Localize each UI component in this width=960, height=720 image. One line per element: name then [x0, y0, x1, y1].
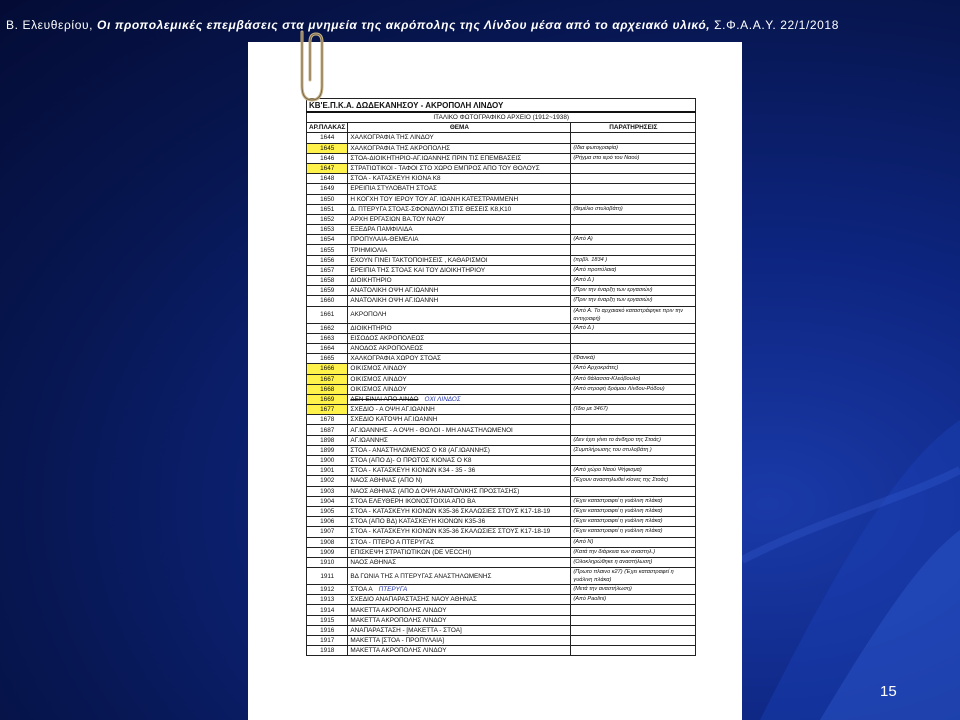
plate-number: 1912	[307, 585, 348, 595]
table-row	[307, 435, 696, 445]
plate-number: 1663	[307, 333, 348, 343]
plate-number: 1649	[307, 184, 348, 194]
plate-number: 1901	[307, 466, 348, 476]
notes-cell: (Από Αρχοκράτες)	[571, 364, 696, 374]
plate-number: 1899	[307, 445, 348, 455]
plate-number: 1660	[307, 296, 348, 306]
plate-number: 1664	[307, 343, 348, 353]
theme-text: ΣΧΕΔΙΟ ΚΑΤΟΨΗ ΑΓ.ΙΩΑΝΝΗ	[350, 416, 438, 424]
theme-cell	[348, 476, 571, 486]
plate-number: 1916	[307, 625, 348, 635]
notes-cell	[571, 605, 696, 615]
notes-cell	[571, 133, 696, 143]
plate-number: 1667	[307, 374, 348, 384]
theme-text: ΝΑΟΣ ΑΘΗΝΑΣ	[350, 558, 397, 566]
theme-text: Δ. ΠΤΕΡΥΓΑ ΣΤΟΑΣ-ΣΦΟΝΔΥΛΟΙ ΣΤΙΣ ΘΕΣΕΙΣ Κ8,Κ10	[350, 205, 512, 213]
theme-text: ΔΙΟΙΚΗΤΗΡΙΟ	[350, 277, 392, 285]
plate-number: 1900	[307, 456, 348, 466]
theme-cell	[348, 445, 571, 455]
notes-cell	[571, 225, 696, 235]
theme-cell	[348, 153, 571, 163]
archive-table	[306, 98, 696, 656]
theme-cell	[348, 506, 571, 516]
theme-cell	[348, 415, 571, 425]
table-row	[307, 343, 696, 353]
theme-cell	[348, 255, 571, 265]
theme-text: ΝΑΟΣ ΑΘΗΝΑΣ (ΑΠΟ Ν)	[350, 477, 423, 485]
theme-cell	[348, 184, 571, 194]
notes-cell: (Από Δ )	[571, 276, 696, 286]
theme-text: ΟΙΚΙΣΜΟΣ ΛΙΝΔΟΥ	[350, 375, 407, 383]
plate-number: 1915	[307, 615, 348, 625]
notes-cell: (Από Ν)	[571, 537, 696, 547]
plate-number: 1917	[307, 636, 348, 646]
plate-number: 1655	[307, 245, 348, 255]
table-row	[307, 636, 696, 646]
notes-cell: (Πρωτο πλαινο κ27) (Έχει καταστραφεί η γυάλινη πλάκα)	[571, 568, 696, 585]
plate-number: 1647	[307, 163, 348, 173]
theme-text: ΜΑΚΕΤΤΑ ΑΚΡΟΠΟΛΗΣ ΛΙΝΔΟΥ	[350, 616, 447, 624]
theme-text: ΕΙΣΟΔΟΣ ΑΚΡΟΠΟΛΕΩΣ	[350, 334, 425, 342]
theme-text: ΑΝΑΠΑΡΑΣΤΑΣΗ - [ΜΑΚΕΤΤΑ - ΣΤΟΑ]	[350, 626, 462, 634]
theme-cell	[348, 435, 571, 445]
table-row	[307, 184, 696, 194]
plate-number: 1902	[307, 476, 348, 486]
theme-text: ΟΙΚΙΣΜΟΣ ΛΙΝΔΟΥ	[350, 365, 407, 373]
notes-cell: (Έχει καταστραφεί η γυάλινη πλάκα)	[571, 496, 696, 506]
table-row	[307, 323, 696, 333]
notes-cell	[571, 486, 696, 496]
handwritten-note: ΠΤΕΡΥΓΑ	[378, 586, 408, 594]
plate-number: 1898	[307, 435, 348, 445]
plate-number: 1903	[307, 486, 348, 496]
table-row	[307, 306, 696, 323]
notes-cell	[571, 333, 696, 343]
notes-cell	[571, 174, 696, 184]
notes-cell: (Δεν έχει γίνει το άνδηρο της Στοάς)	[571, 435, 696, 445]
theme-cell	[348, 466, 571, 476]
column-header-theme: ΘΕΜΑ	[348, 123, 571, 133]
table-row	[307, 296, 696, 306]
table-row	[307, 265, 696, 275]
notes-cell: (θεμέλιο στυλοβάτη)	[571, 204, 696, 214]
table-row	[307, 486, 696, 496]
column-header-notes: ΠΑΡΑΤΗΡΗΣΕΙΣ	[571, 123, 696, 133]
theme-cell	[348, 245, 571, 255]
column-header-row	[307, 123, 696, 133]
column-header-no: ΑΡ.ΠΛΑΚΑΣ	[307, 123, 348, 133]
theme-text: ΣΤΟΑ - ΚΑΤΑΣΚΕΥΗ ΚΙΟΝΩΝ Κ35-36 ΣΚΑΛΩΣΙΕΣ ΣΤΟΥΣ Κ17-18-19	[350, 508, 551, 516]
theme-text: ΧΑΛΚΟΓΡΑΦΙΑ ΧΩΡΟΥ ΣΤΟΑΣ	[350, 355, 441, 363]
notes-cell: (Πριν την έναρξη των εργασιών)	[571, 286, 696, 296]
plate-number: 1653	[307, 225, 348, 235]
notes-cell	[571, 615, 696, 625]
plate-number: 1910	[307, 557, 348, 567]
table-row	[307, 394, 696, 404]
table-row	[307, 415, 696, 425]
plate-number: 1678	[307, 415, 348, 425]
notes-cell: (Συμπλήρωσης του στυλοβάτη )	[571, 445, 696, 455]
theme-text: ΑΓ.ΙΩΑΝΝΗΣ - Α ΟΨΗ - ΘΟΛΟΙ - ΜΗ ΑΝΑΣΤΗΛΩΜΕΝΟΙ	[350, 426, 513, 434]
plate-number: 1687	[307, 425, 348, 435]
notes-cell: (Έχει καταστραφεί η γυάλινη πλάκα)	[571, 517, 696, 527]
table-row	[307, 354, 696, 364]
plate-number: 1913	[307, 595, 348, 605]
theme-cell	[348, 276, 571, 286]
table-row	[307, 527, 696, 537]
notes-cell: (Έχει καταστραφεί η γυάλινη πλάκα)	[571, 506, 696, 516]
notes-cell	[571, 343, 696, 353]
theme-cell	[348, 527, 571, 537]
theme-text: ΣΤΟΑ - ΠΤΕΡΟ Α ΠΤΕΡΥΓΑΣ	[350, 538, 435, 546]
theme-cell	[348, 374, 571, 384]
theme-text: ΧΑΛΚΟΓΡΑΦΙΑ ΤΗΣ ΑΚΡΟΠΟΛΗΣ	[350, 144, 451, 152]
plate-number: 1652	[307, 214, 348, 224]
table-row	[307, 333, 696, 343]
theme-text: ΑΓ.ΙΩΑΝΝΗΣ	[350, 436, 388, 444]
theme-cell	[348, 585, 571, 595]
theme-text: ΕΠΙΣΚΕΨΗ ΣΤΡΑΤΙΩΤΙΚΩΝ (DE VECCHI)	[350, 548, 472, 556]
table-row	[307, 194, 696, 204]
theme-cell	[348, 204, 571, 214]
notes-cell: (Μετά την αναστήλωση)	[571, 585, 696, 595]
theme-text: ΟΙΚΙΣΜΟΣ ΛΙΝΔΟΥ	[350, 385, 407, 393]
notes-cell	[571, 184, 696, 194]
theme-text: ΔΙΟΙΚΗΤΗΡΙΟ	[350, 324, 392, 332]
theme-cell	[348, 568, 571, 585]
theme-cell	[348, 384, 571, 394]
theme-text: ΣΤΟΑ Α	[350, 586, 373, 594]
theme-text: ΒΔ ΓΩΝΙΑ ΤΗΣ Α ΠΤΕΡΥΓΑΣ ΑΝΑΣΤΗΛΩΜΕΝΗΣ	[350, 572, 492, 580]
theme-cell	[348, 547, 571, 557]
table-row	[307, 568, 696, 585]
theme-cell	[348, 486, 571, 496]
theme-text: ΣΤΟΑ - ΚΑΤΑΣΚΕΥΗ ΚΙΟΝΩΝ Κ34 - 35 - 36	[350, 467, 476, 475]
table-row	[307, 476, 696, 486]
notes-cell: (Κατά την διάρκεια των αναστηλ.)	[571, 547, 696, 557]
theme-cell	[348, 517, 571, 527]
theme-cell	[348, 286, 571, 296]
table-row	[307, 204, 696, 214]
theme-cell	[348, 214, 571, 224]
theme-text: ΠΡΟΠΥΛΑΙΑ-ΘΕΜΕΛΙΑ	[350, 236, 419, 244]
table-row	[307, 133, 696, 143]
document-subtitle: ΙΤΑΛΙΚΟ ΦΩΤΟΓΡΑΦΙΚΟ ΑΡΧΕΙΟ (1912~1938)	[307, 112, 696, 123]
notes-cell: (Ρήγμα στο ιερό του Ναού)	[571, 153, 696, 163]
plate-number: 1651	[307, 204, 348, 214]
table-row	[307, 547, 696, 557]
theme-text: ΕΡΕΙΠΙΑ ΣΤΥΛΟΒΑΤΗ ΣΤΟΑΣ	[350, 185, 437, 193]
header-event: Σ.Φ.Α.Α.Υ. 22/1/2018	[714, 18, 839, 32]
plate-number: 1645	[307, 143, 348, 153]
theme-cell	[348, 425, 571, 435]
notes-cell: (Φανικά)	[571, 354, 696, 364]
plate-number: 1911	[307, 568, 348, 585]
notes-cell: (Έχει καταστραφεί η γυάλινη πλάκα)	[571, 527, 696, 537]
theme-cell	[348, 537, 571, 547]
notes-cell: (Από Α. Το αρχαιακό καταστράφηκε πριν την αντιγραφή)	[571, 306, 696, 323]
table-row	[307, 537, 696, 547]
document-title: ΚΒ'Ε.Π.Κ.Α. ΔΩΔΕΚΑΝΗΣΟΥ - ΑΚΡΟΠΟΛΗ ΛΙΝΔΟΥ	[307, 99, 696, 113]
table-row	[307, 557, 696, 567]
page-number: 15	[880, 683, 897, 700]
table-row	[307, 225, 696, 235]
theme-text: ΣΤΟΑ - ΚΑΤΑΣΚΕΥΗ ΚΙΟΝΩΝ Κ35-36 ΣΚΑΛΩΣΙΕΣ ΣΤΟΥΣ Κ17-18-19	[350, 528, 551, 536]
theme-cell	[348, 595, 571, 605]
theme-cell	[348, 235, 571, 245]
theme-cell	[348, 174, 571, 184]
notes-cell: (Από προπύλαια)	[571, 265, 696, 275]
theme-text: ΣΤΟΑ - ΑΝΑΣΤΗΛΩΜΕΝΟΣ Ο Κ8 (ΑΓ.ΙΩΑΝΝΗΣ)	[350, 446, 490, 454]
table-row	[307, 517, 696, 527]
notes-cell	[571, 456, 696, 466]
notes-cell: (Από θάλασσα-Κλεόβουλο)	[571, 374, 696, 384]
theme-text: ΔΕΝ ΕΙΝΑΙ ΑΠΟ ΛΙΝΔΟ	[350, 395, 419, 403]
plate-number: 1658	[307, 276, 348, 286]
theme-cell	[348, 405, 571, 415]
theme-cell	[348, 143, 571, 153]
notes-cell	[571, 245, 696, 255]
theme-cell	[348, 296, 571, 306]
theme-cell	[348, 557, 571, 567]
notes-cell: (Πριν την έναρξη των εργασιών)	[571, 296, 696, 306]
notes-cell: (Από Δ )	[571, 323, 696, 333]
plate-number: 1908	[307, 537, 348, 547]
theme-cell	[348, 306, 571, 323]
notes-cell	[571, 214, 696, 224]
plate-number: 1654	[307, 235, 348, 245]
notes-cell: (Από Paolini)	[571, 595, 696, 605]
theme-text: ΑΡΧΗ ΕΡΓΑΣΙΩΝ ΒΑ.ΤΟΥ ΝΑΟΥ	[350, 215, 445, 223]
theme-text: ΣΤΟΑ - ΚΑΤΑΣΚΕΥΗ ΚΙΟΝΑ Κ8	[350, 175, 441, 183]
table-row	[307, 496, 696, 506]
table-row	[307, 374, 696, 384]
plate-number: 1909	[307, 547, 348, 557]
theme-cell	[348, 343, 571, 353]
theme-text: ΜΑΚΕΤΤΑ [ΣΤΟΑ - ΠΡΟΠΥΛΑΙΑ]	[350, 637, 445, 645]
table-row	[307, 615, 696, 625]
theme-text: ΣΧΕΔΙΟ - Α ΟΨΗ ΑΓ.ΙΩΑΝΝΗ	[350, 406, 435, 414]
theme-cell	[348, 605, 571, 615]
notes-cell: (Από χώρο Ναού Ψήφισμα)	[571, 466, 696, 476]
table-row	[307, 153, 696, 163]
notes-cell	[571, 394, 696, 404]
notes-cell: (Από στροφή δρόμου Λίνδου-Ρόδου)	[571, 384, 696, 394]
notes-cell	[571, 194, 696, 204]
theme-text: ΑΝΟΔΟΣ ΑΚΡΟΠΟΛΕΩΣ	[350, 345, 424, 353]
table-row	[307, 456, 696, 466]
plate-number: 1905	[307, 506, 348, 516]
notes-cell	[571, 415, 696, 425]
notes-cell: (Έχουν αναστηλωθεί κίονες της Στοάς)	[571, 476, 696, 486]
table-row	[307, 174, 696, 184]
theme-text: ΕΧΟΥΝ ΓΙΝΕΙ ΤΑΚΤΟΠΟΙΗΣΕΙΣ , ΚΑΘΑΡΙΣΜΟΙ	[350, 256, 488, 264]
theme-cell	[348, 265, 571, 275]
theme-text: ΝΑΟΣ ΑΘΗΝΑΣ (ΑΠΟ Δ ΟΨΗ ΑΝΑΤΟΛΙΚΗΣ ΠΡΟΣΤΑΣΗΣ)	[350, 487, 520, 495]
table-row	[307, 605, 696, 615]
table-row	[307, 286, 696, 296]
theme-cell	[348, 625, 571, 635]
notes-cell	[571, 163, 696, 173]
table-row	[307, 445, 696, 455]
table-row	[307, 245, 696, 255]
notes-cell	[571, 625, 696, 635]
table-row	[307, 364, 696, 374]
header-author: Β. Ελευθερίου,	[6, 18, 94, 32]
slide-header	[6, 18, 956, 32]
notes-cell: (Από Α)	[571, 235, 696, 245]
theme-text: ΣΤΡΑΤΙΩΤΙΚΟΙ - ΤΑΦΟΙ ΣΤΟ ΧΩΡΟ ΕΜΠΡΟΣ ΑΠΟ ΤΟΥ ΘΟΛΟΥΣ	[350, 165, 540, 173]
theme-cell	[348, 354, 571, 364]
notes-cell	[571, 646, 696, 656]
notes-cell: (Ιδια φωτογραφία)	[571, 143, 696, 153]
table-row	[307, 214, 696, 224]
plate-number: 1904	[307, 496, 348, 506]
plate-number: 1907	[307, 527, 348, 537]
plate-number: 1659	[307, 286, 348, 296]
plate-number: 1914	[307, 605, 348, 615]
notes-cell	[571, 636, 696, 646]
table-row	[307, 405, 696, 415]
plate-number: 1657	[307, 265, 348, 275]
plate-number: 1906	[307, 517, 348, 527]
table-row	[307, 425, 696, 435]
header-title: Οι προπολεμικές επεμβάσεις στα μνημεία της ακρόπολης της Λίνδου μέσα από το αρχειακό υλικό,	[97, 18, 711, 32]
table-row	[307, 384, 696, 394]
theme-cell	[348, 394, 571, 404]
theme-text: ΜΑΚΕΤΤΑ ΑΚΡΟΠΟΛΗΣ ΛΙΝΔΟΥ	[350, 606, 447, 614]
theme-cell	[348, 456, 571, 466]
scanned-document	[248, 42, 742, 720]
theme-text: ΣΤΟΑ (ΑΠΟ Δ)- Ο ΠΡΩΤΟΣ ΚΙΟΝΑΣ Ο Κ8	[350, 457, 472, 465]
plate-number: 1665	[307, 354, 348, 364]
table-row	[307, 255, 696, 265]
table-row	[307, 143, 696, 153]
theme-text: ΕΞΕΔΡΑ ΠΑΜΦΙΛΙΔΑ	[350, 226, 413, 234]
table-row	[307, 466, 696, 476]
theme-cell	[348, 323, 571, 333]
notes-cell: (Ολοκληρώθηκε η αναστήλωση)	[571, 557, 696, 567]
theme-cell	[348, 133, 571, 143]
theme-cell	[348, 333, 571, 343]
theme-text: ΤΡΙΗΜΙΟΛΙΑ	[350, 246, 388, 254]
theme-text: ΕΡΕΙΠΙΑ ΤΗΣ ΣΤΟΑΣ ΚΑΙ ΤΟΥ ΔΙΟΙΚΗΤΗΡΙΟΥ	[350, 266, 486, 274]
theme-cell	[348, 646, 571, 656]
table-row	[307, 506, 696, 516]
table-row	[307, 625, 696, 635]
theme-text: ΑΚΡΟΠΟΛΗ	[350, 311, 387, 319]
plate-number: 1650	[307, 194, 348, 204]
plate-number: 1918	[307, 646, 348, 656]
notes-cell	[571, 425, 696, 435]
theme-text: ΣΤΟΑ-ΔΙΟΙΚΗΤΗΡΙΟ-ΑΓ.ΙΩΑΝΝΗΣ ΠΡΙΝ ΤΙΣ ΕΠΕΜΒΑΣΕΙΣ	[350, 154, 522, 162]
theme-text: ΑΝΑΤΟΛΙΚΗ ΟΨΗ ΑΓ.ΙΩΑΝΝΗ	[350, 297, 439, 305]
plate-number: 1656	[307, 255, 348, 265]
table-row	[307, 163, 696, 173]
table-row	[307, 276, 696, 286]
theme-cell	[348, 225, 571, 235]
theme-text: Η ΚΟΓΧΗ ΤΟΥ ΙΕΡΟΥ ΤΟΥ ΑΓ. ΙΩΑΝΗ ΚΑΤΕΣΤΡΑΜΜΕΝΗ	[350, 195, 519, 203]
table-row	[307, 235, 696, 245]
paperclip-icon	[288, 28, 328, 108]
theme-cell	[348, 364, 571, 374]
theme-text: ΧΑΛΚΟΓΡΑΦΙΑ ΤΗΣ ΛΙΝΔΟΥ	[350, 134, 434, 142]
notes-cell: (Ίδιο με 3467)	[571, 405, 696, 415]
theme-text: ΜΑΚΕΤΤΑ ΑΚΡΟΠΟΛΗΣ ΛΙΝΔΟΥ	[350, 647, 447, 655]
plate-number: 1644	[307, 133, 348, 143]
theme-cell	[348, 194, 571, 204]
plate-number: 1661	[307, 306, 348, 323]
plate-number: 1677	[307, 405, 348, 415]
table-row	[307, 595, 696, 605]
theme-cell	[348, 163, 571, 173]
handwritten-note: ΟΧΙ ΛΙΝΔΟΣ	[424, 395, 461, 403]
plate-number: 1646	[307, 153, 348, 163]
plate-number: 1648	[307, 174, 348, 184]
plate-number: 1669	[307, 394, 348, 404]
plate-number: 1662	[307, 323, 348, 333]
theme-cell	[348, 496, 571, 506]
theme-text: ΣΧΕΔΙΟ ΑΝΑΠΑΡΑΣΤΑΣΗΣ ΝΑΟΥ ΑΘΗΝΑΣ	[350, 596, 477, 604]
plate-number: 1668	[307, 384, 348, 394]
theme-text: ΣΤΟΑ ΕΛΕΥΘΕΡΗ ΙΚΟΝΟΣΤΟΙΧΙΑ ΑΠΟ ΒΑ	[350, 497, 476, 505]
theme-cell	[348, 615, 571, 625]
theme-text: ΑΝΑΤΟΛΙΚΗ ΟΨΗ ΑΓ.ΙΩΑΝΝΗ	[350, 287, 439, 295]
plate-number: 1666	[307, 364, 348, 374]
table-row	[307, 585, 696, 595]
theme-cell	[348, 636, 571, 646]
table-row	[307, 646, 696, 656]
theme-text: ΣΤΟΑ (ΑΠΟ ΒΔ) ΚΑΤΑΣΚΕΥΗ ΚΙΟΝΩΝ Κ35-36	[350, 518, 486, 526]
notes-cell: (πρβλ. 1834 )	[571, 255, 696, 265]
